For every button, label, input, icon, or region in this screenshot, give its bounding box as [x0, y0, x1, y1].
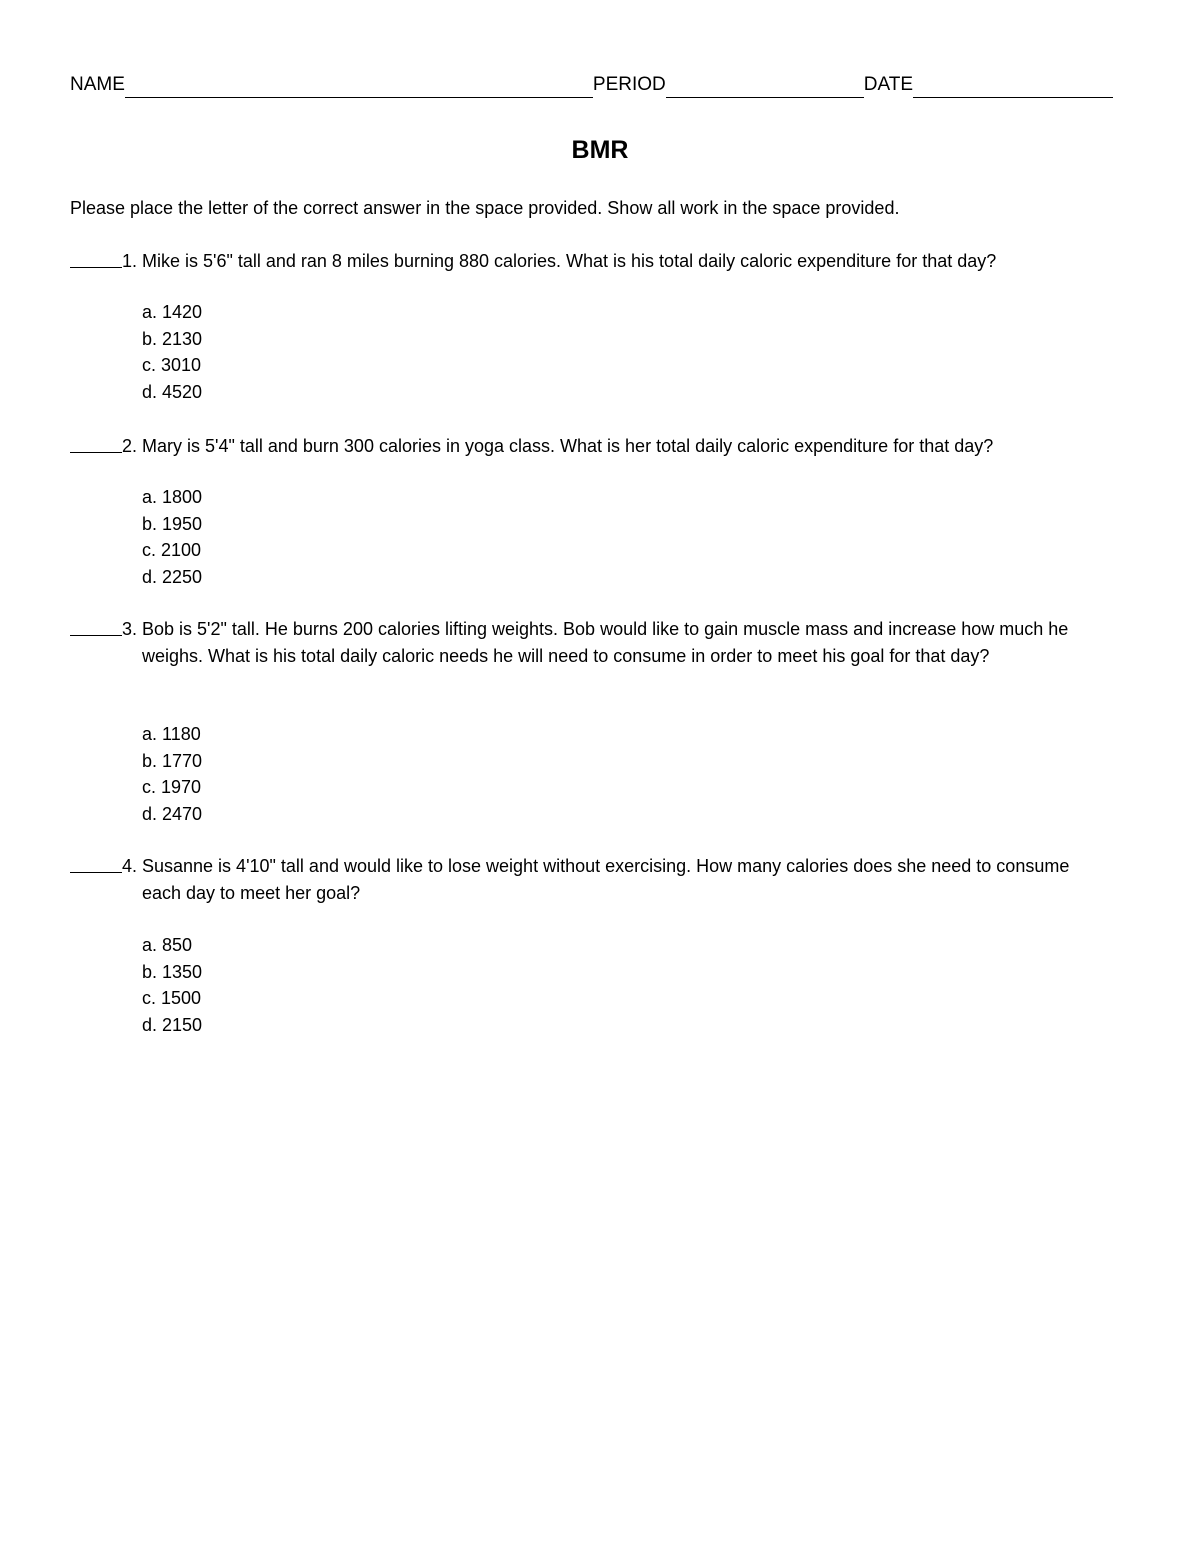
header-fields [70, 72, 1126, 98]
choice-b: b. 1350 [142, 961, 203, 982]
instructions: Please place the letter of the correct answer in the space provided. Show all work in the space provided. [70, 198, 900, 218]
choices-2 [142, 484, 202, 590]
choice-b: b. 1950 [142, 513, 203, 534]
choice-b: b. 2130 [142, 328, 203, 349]
question-3 [70, 616, 1130, 670]
question-text: Mike is 5'6" tall and ran 8 miles burning 880 calories. What is his total daily caloric expenditure for that day? [142, 251, 997, 271]
question-number: 4. [122, 856, 138, 876]
period-blank[interactable] [666, 76, 864, 98]
choice-c: c. 2100 [142, 540, 202, 560]
question-text: Mary is 5'4" tall and burn 300 calories in yoga class. What is her total daily caloric expenditure for that day? [142, 436, 994, 456]
choice-c: c. 1500 [142, 988, 202, 1008]
choice-a: a. 1420 [142, 302, 203, 322]
choice-a: a. 850 [142, 935, 193, 955]
choice-b: b. 1770 [142, 750, 203, 771]
page-title: BMR [571, 136, 629, 164]
question-4 [70, 853, 1130, 907]
choices-4 [142, 932, 202, 1038]
choice-d: d. 2250 [142, 566, 203, 587]
date-blank[interactable] [913, 76, 1113, 98]
answer-blank-4[interactable] [70, 853, 122, 873]
choice-c: c. 3010 [142, 355, 202, 375]
question-text: Susanne is 4'10" tall and would like to lose weight without exercising. How many calories does she need to consume each day to meet her goal? [142, 856, 1070, 903]
choices-3 [142, 721, 202, 827]
choice-d: d. 2470 [142, 803, 203, 824]
question-number: 3. [122, 619, 138, 639]
question-2 [70, 433, 1130, 460]
choices-1 [142, 299, 202, 405]
choice-c: c. 1970 [142, 777, 202, 797]
name-label: NAME [70, 74, 125, 95]
answer-blank-1[interactable] [70, 248, 122, 268]
name-blank[interactable] [125, 76, 593, 98]
answer-blank-3[interactable] [70, 616, 122, 636]
choice-d: d. 4520 [142, 381, 203, 402]
date-label: DATE [863, 74, 914, 95]
question-text: Bob is 5'2" tall. He burns 200 calories lifting weights. Bob would like to gain muscle mass and increase how much he weighs. What is his total daily caloric needs he will need to consume in order to meet his goal for that day? [142, 619, 1069, 666]
period-label: PERIOD [592, 74, 666, 95]
question-1 [70, 248, 1130, 275]
question-number: 1. [122, 251, 138, 271]
answer-blank-2[interactable] [70, 433, 122, 453]
choice-a: a. 1180 [142, 724, 201, 744]
choice-d: d. 2150 [142, 1014, 203, 1035]
question-number: 2. [122, 436, 138, 456]
choice-a: a. 1800 [142, 487, 203, 507]
